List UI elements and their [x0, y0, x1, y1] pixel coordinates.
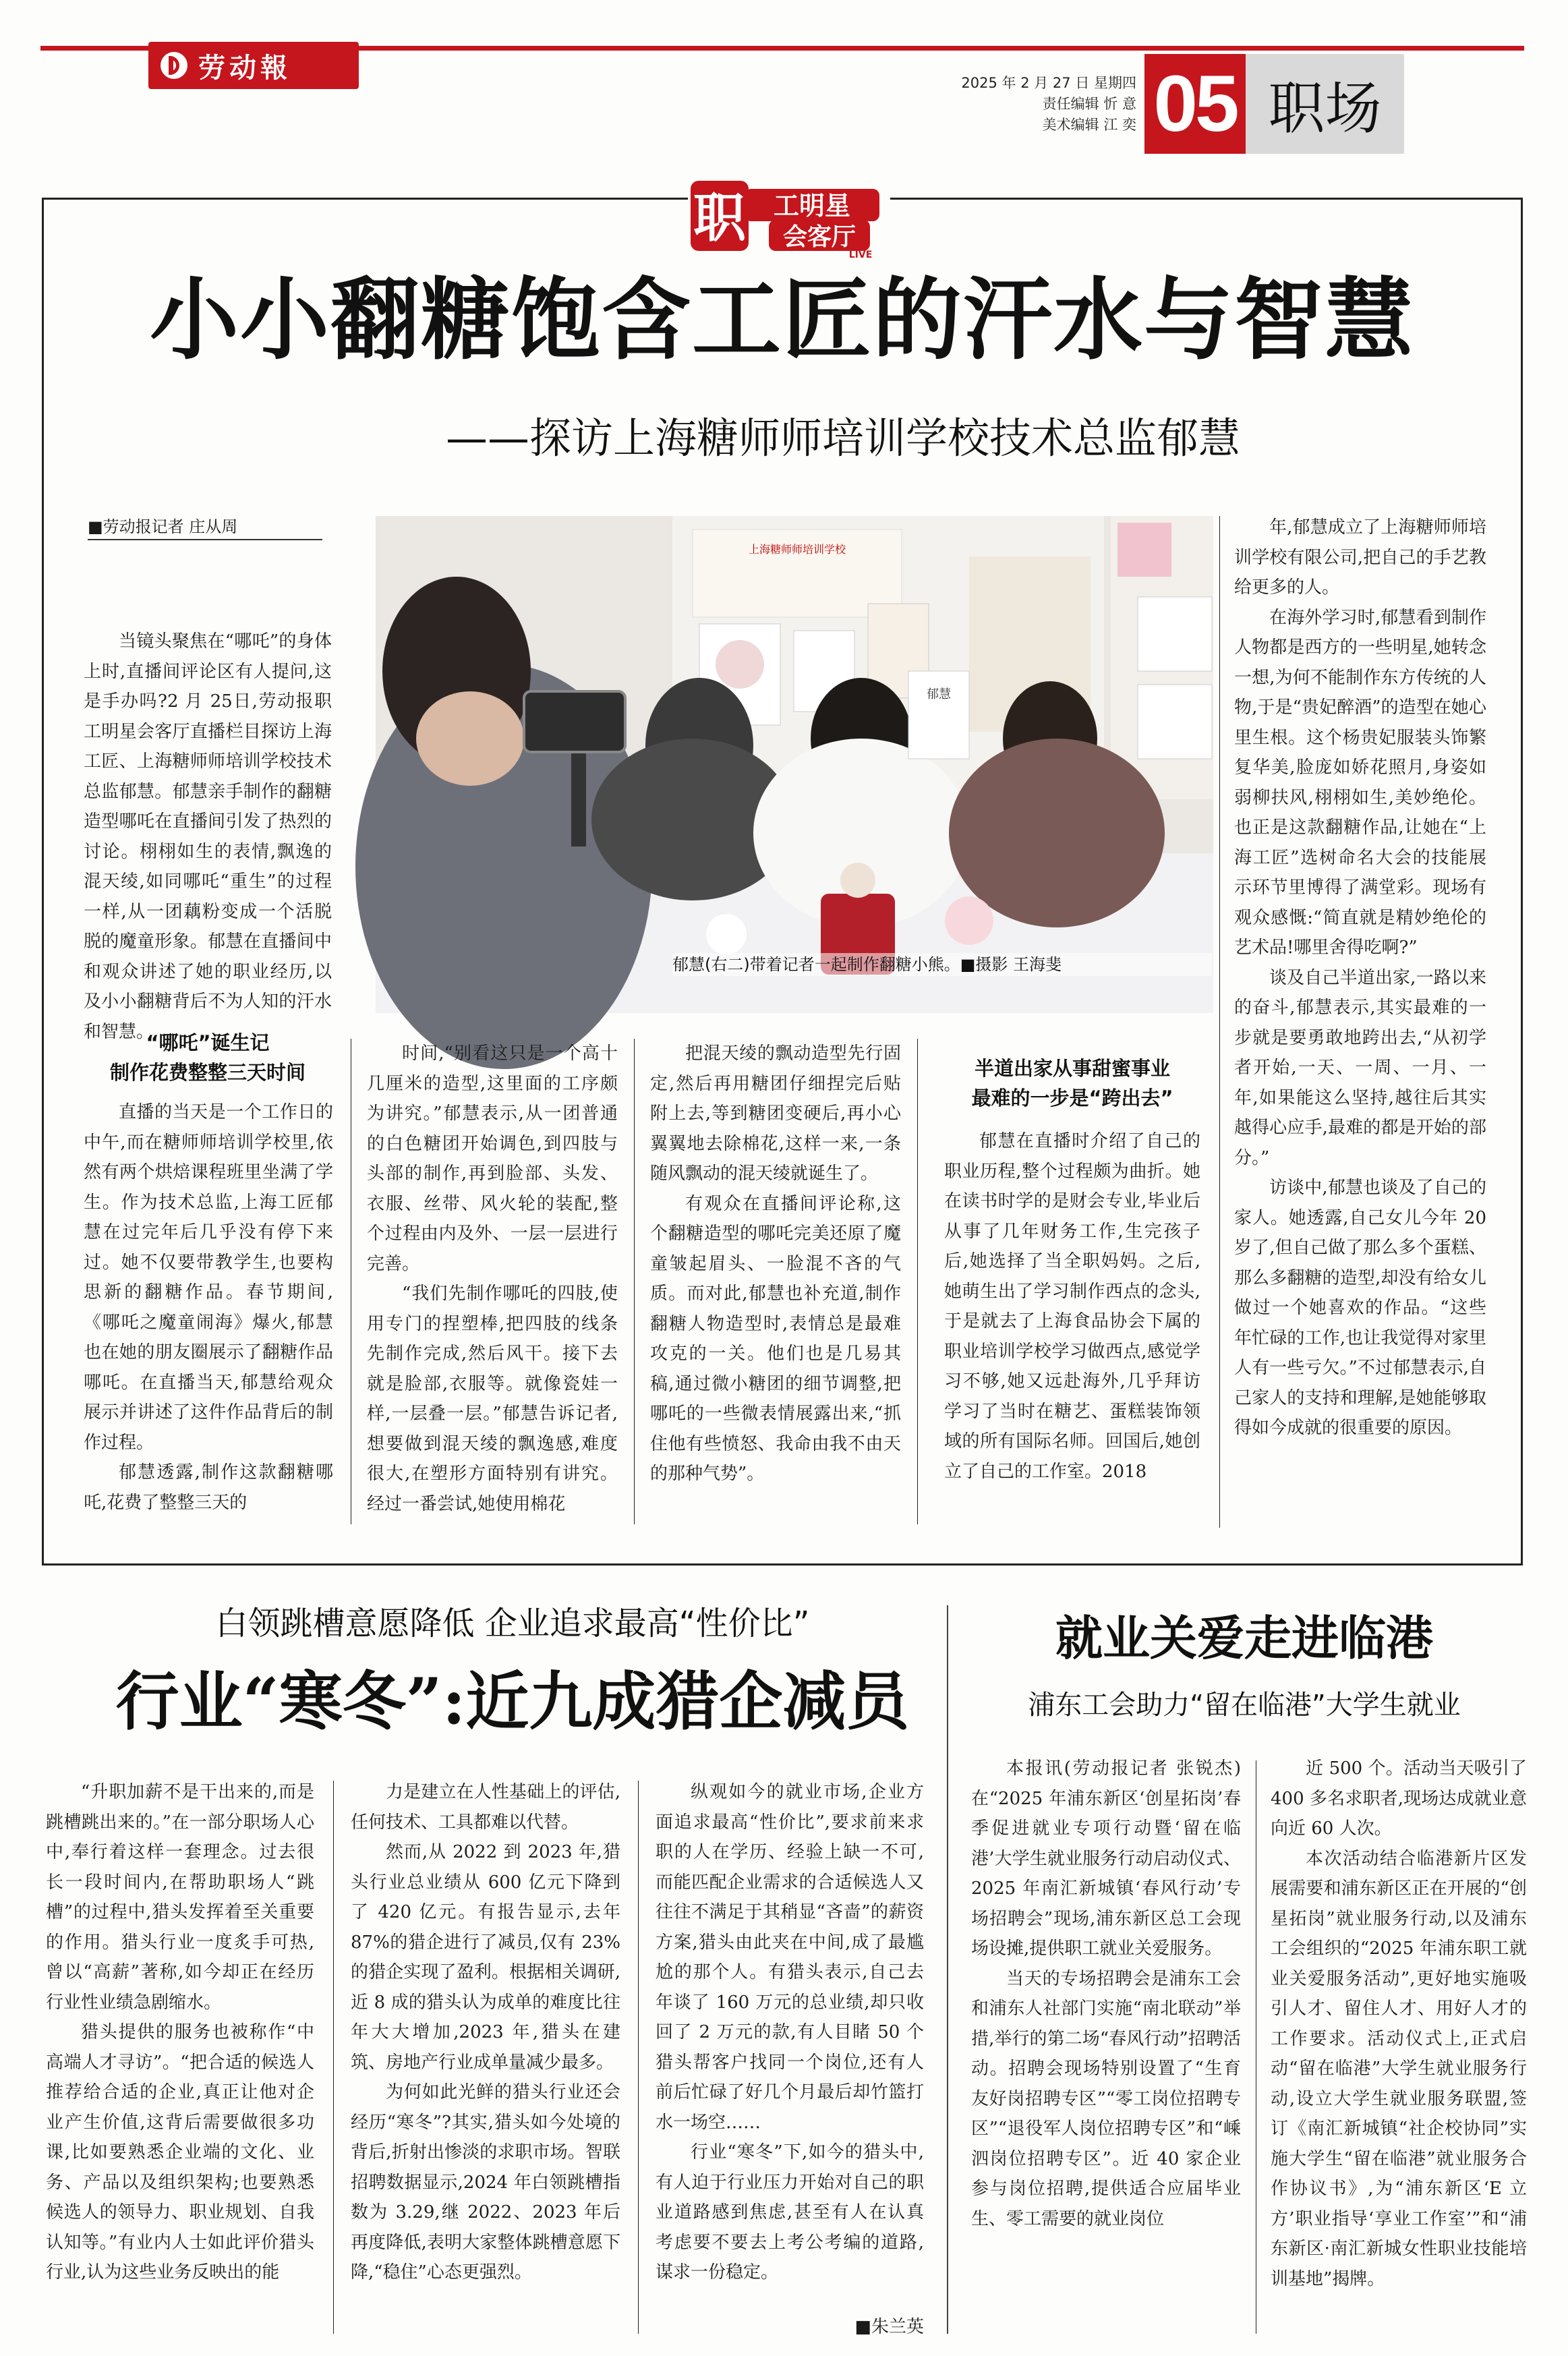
newspaper-logo	[148, 42, 359, 89]
column-badge	[688, 169, 890, 263]
badge-line2: 会客厅	[782, 223, 856, 251]
section2-heading: 半道出家从事甜蜜事业 最难的一步是“跨出去”	[971, 1057, 1173, 1110]
feature-col4-text: 郁慧在直播时介绍了自己的职业历程,整个过程颇为曲折。她在读书时学的是财会专业,毕业后从事了几年财务工作,生完孩子后,她选择了当全职妈妈。之后,她萌生出了学习制作西点的念头,于是就去了上海食品协会下属的职业培训学校学习做西点,感觉学习不够,她又远赴海外,几乎拜访学习了当时在糖艺、蛋糕装饰领域的所有国际名师。回国后,她创立了自己的工作室。2018	[944, 1131, 1200, 1482]
article2-title: 行业“寒冬”:近九成猎企减员	[115, 1665, 910, 1739]
feature-title: 小小翻糖饱含工匠的汗水与智慧	[150, 268, 1415, 372]
article2-col3-text: 纵观如今的就业市场,企业方面追求最高“性价比”,要求前来求职的人在学历、经验上缺一不可,而能匹配企业需求的合适候选人又往往不满足于其稍显“吝啬”的薪资方案,猎头由此夹在中间,成了最尴尬的那个人。有猎头表示,自己去年谈了 160 万元的总业绩,却只收回了 2 万元的款,有人目睹 50 个猎头帮客户找同一个岗位,还有人前后忙碌了好几个月最后却竹篮打水一场空…… 行业“寒冬”下,如今的猎头中,有人迫于行业压力开始对自己的职业道路感到焦虑,甚至有人在认真考虑要不要去上考公考编的道路,谋求一份稳定。	[656, 1782, 924, 2282]
photo-scene	[376, 516, 1213, 1013]
feature-col2-text: 时间,“别看这只是一个高十几厘米的造型,这里面的工序颇为讲究。”郁慧表示,从一团普通的白色糖团开始调色,到四肢与头部的制作,再到脸部、头发、衣服、丝带、风火轮的装配,整个过程由内及外、一层一层进行完善。 “我们先制作哪吒的四肢,使用专门的捏塑棒,把四肢的线条先制作完成,然后风干。接下去就是脸部,衣服等。就像瓷娃一样,一层叠一层。”郁慧告诉记者,想要做到混天绫的飘逸感,难度很大,在塑形方面特别有讲究。经过一番尝试,她使用棉花	[367, 1043, 618, 1514]
col-divider	[333, 1781, 334, 2334]
badge-big-char: 职	[693, 188, 747, 249]
article3-col2-text: 近 500 个。活动当天吸引了 400 多名求职者,现场达成就业意向近 60 人次。 本次活动结合临港新片区发展需要和浦东新区正在开展的“创星拓岗”就业服务行动,以及浦东工会组织的“2025 年浦东职工就业关爱服务活动”,更好地实施吸引人才、留住人才、用好人才的工作要求。活动仪式上,正式启动“留在临港”大学生就业服务行动,设立大学生就业服务联盟,签订《南汇新城镇“社企校协同”实施大学生“留在临港”就业服务合作协议书》,为“浦东新区‘E 立方’职业指导‘享业工作室’”和“浦东新区·南汇新城女性职业技能培训基地”揭牌。	[1271, 1758, 1533, 2289]
page-number-box	[1144, 54, 1246, 154]
article-separator	[947, 1605, 948, 2334]
badge-line1: 工明星	[773, 191, 851, 221]
col-divider	[634, 1039, 635, 1524]
article3-title: 就业关爱走进临港	[1055, 1611, 1433, 1666]
col-divider	[917, 1039, 918, 1524]
section-name-box	[1246, 54, 1404, 154]
feature-col1-text: 直播的当天是一个工作日的中午,而在糖师师培训学校里,依然有两个烘焙课程班里坐满了学生。作为技术总监,上海工匠郁慧在过完年后几乎没有停下来过。她不仅要带教学生,也要构思新的翻糖作品。春节期间,《哪吒之魔童闹海》爆火,郁慧也在她的朋友圈展示了翻糖作品哪吒。在直播当天,郁慧给观众展示并讲述了这件作品背后的制作过程。 郁慧透露,制作这款翻糖哪吒,花费了整整三天的	[84, 1102, 333, 1513]
col-divider	[1219, 516, 1220, 1528]
feature-col5-text: 年,郁慧成立了上海糖师师培训学校有限公司,把自己的手艺教给更多的人。 在海外学习时,郁慧看到制作人物都是西方的一些明星,她转念一想,为何不能制作东方传统的人物,于是“贵妃醉酒”的造型在她心里生根。这个杨贵妃服装头饰繁复华美,脸庞如娇花照月,身姿如弱柳扶风,栩栩如生,美妙绝伦。也正是这款翻糖作品,让她在“上海工匠”选树命名大会的技能展示环节里博得了满堂彩。现场有观众感慨:“简直就是精妙绝伦的艺术品!哪里舍得吃啊?” 谈及自己半道出家,一路以来的奋斗,郁慧表示,其实最难的一步就是要勇敢地跨出去,“从初学者开始,一天、一周、一月、一年,如果能这么坚持,越往后其实越得心应手,最难的都是开始的部分。” 访谈中,郁慧也谈及了自己的家人。她透露,自己女儿今年 20 岁了,但自己做了那么多个蛋糕、那么多翻糖的造型,却没有给女儿做过一个她喜欢的作品。“这些年忙碌的工作,也让我觉得对家里人有一些亏欠。”不过郁慧表示,自己家人的支持和理解,是她能够取得如今成就的很重要的原因。	[1234, 517, 1492, 1438]
issue-date: 2025 年 2 月 27 日 星期四	[961, 75, 1136, 91]
page-number: 05	[1153, 59, 1237, 148]
badge-live-tag: LIVE	[848, 250, 873, 260]
logo-emblem-icon	[161, 52, 187, 79]
col-divider	[638, 1781, 639, 2334]
article2-kicker: 白领跳槽意愿降低 企业追求最高“性价比”	[215, 1605, 810, 1642]
article3-subtitle: 浦东工会助力“留在临港”大学生就业	[1028, 1690, 1461, 1721]
feature-col3-text: 把混天绫的飘动造型先行固定,然后再用糖团仔细捏完后贴附上去,等到糖团变硬后,再小心翼翼地去除棉花,这样一来,一条随风飘动的混天绫就诞生了。 有观众在直播间评论称,这个翻糖造型的哪吒完美还原了魔童皱起眉头、一脸混不吝的气质。而对此,郁慧也补充道,制作翻糖人物造型时,表情总是最难攻克的一关。他们也是几易其稿,通过微小糖团的细节调整,把哪吒的一些微表情展露出来,“抓住他有些愤怒、我命由我不由天的那种气势”。	[650, 1043, 901, 1484]
article2-col1-text: “升职加薪不是干出来的,而是跳槽跳出来的。”在一部分职场人心中,奉行着这样一套理念。过去很长一段时间内,在帮助职场人“跳槽”的过程中,猎头发挥着至关重要的作用。猎头行业一度炙手可热,曾以“高薪”著称,如今却正在经历行业性业绩急剧缩水。 猎头提供的服务也被称作“中高端人才寻访”。“把合适的候选人推荐给合适的企业,真正让他对企业产生价值,这背后需要做很多功课,比如要熟悉企业端的文化、业务、产品以及组织架构;也要熟悉候选人的领导力、职业规划、自我认知等。”有业内人士如此评价猎头行业,认为这些业务反映出的能	[46, 1782, 314, 2282]
article2-col2-text: 力是建立在人性基础上的评估,任何技术、工具都难以代替。 然而,从 2022 到 2023 年,猎头行业总业绩从 600 亿元下降到了 420 亿元。有报告显示,去年 87%的猎企进行了减员,仅有 23%的猎企实现了盈利。根据相关调研,近 8 成的猎头认为成单的难度比往年大大增加,2023 年,猎头在建筑、房地产行业成单量减少最多。 为何如此光鲜的猎头行业还会经历“寒冬”?其实,猎头如今处境的背后,折射出惨淡的求职市场。智联招聘数据显示,2024 年白领跳槽指数为 3.29,继 2022、2023 年后再度降低,表明大家整体跳槽意愿下降,“稳住”心态更强烈。	[351, 1782, 627, 2282]
feature-byline: ■劳动报记者 庄从周	[88, 515, 322, 540]
feature-subtitle: ——探访上海糖师师培训学校技术总监郁慧	[445, 413, 1240, 463]
feature-photo	[376, 516, 1213, 1013]
article3-col1-text: 本报讯(劳动报记者 张锐杰)在“2025 年浦东新区‘创星拓岗’春季促进就业专项行动暨‘留在临港’大学生就业服务行动启动仪式、2025 年南汇新城镇‘春风行动’专场招聘会”现场,浦东新区总工会现场设摊,提供职工就业关爱服务。 当天的专场招聘会是浦东工会和浦东人社部门实施“南北联动”举措,举行的第二场“春风行动”招聘活动。招聘会现场特别设置了“生育友好岗招聘专区”“零工岗位招聘专区”“退役军人岗位招聘专区”和“嵊泗岗位招聘专区”。近 40 家企业参与岗位招聘,提供适合应届毕业生、零工需要的就业岗位	[971, 1758, 1241, 2229]
logo-text: 劳动報	[198, 51, 291, 84]
art-editor: 美术编辑 江 奕	[1042, 117, 1136, 133]
section-name: 职场	[1268, 75, 1382, 142]
photo-shop-sign: 上海糖师师培训学校	[748, 543, 846, 556]
masthead-info	[894, 73, 1136, 136]
article2-byline: ■朱兰英	[854, 2317, 924, 2337]
responsible-editor: 责任编辑 忻 意	[1042, 96, 1136, 112]
photo-caption: 郁慧(右二)带着记者一起制作翻糖小熊。■摄影 王海斐	[672, 953, 1212, 976]
feature-intro-text: 当镜头聚焦在“哪吒”的身体上时,直播间评论区有人提问,这是手办吗?2 月 25日,劳动报职工明星会客厅直播栏目探访上海工匠、上海糖师师培训学校技术总监郁慧。郁慧亲手制作的翻糖造型哪吒在直播间引发了热烈的讨论。栩栩如生的表情,飘逸的混天绫,如同哪吒“重生”的过程一样,从一团藕粉变成一个活脱脱的魔童形象。郁慧在直播间中和观众讲述了她的职业经历,以及小小翻糖背后不为人知的汗水和智慧。	[84, 631, 332, 1042]
section1-heading: “哪吒”诞生记 制作花费整整三天时间	[109, 1031, 306, 1084]
photo-tablet-text: 郁慧	[927, 687, 951, 701]
column-badge-graphic	[688, 169, 890, 263]
